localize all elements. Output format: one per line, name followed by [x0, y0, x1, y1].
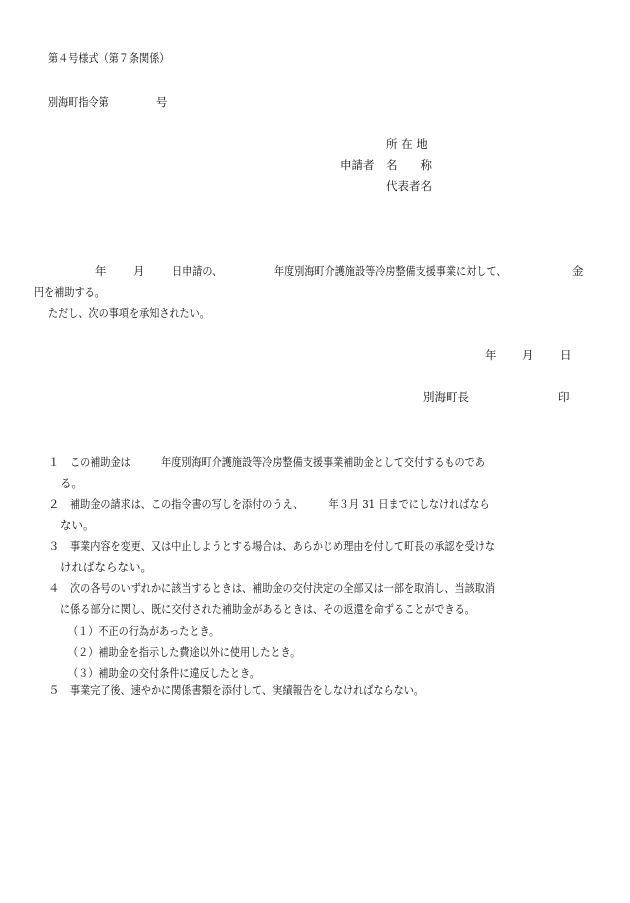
condition-item [48, 452, 592, 494]
sub-item: （２）補助金を指示した費途以外に使用したとき。 [68, 645, 301, 659]
issue-month: 月 [522, 348, 534, 362]
condition-text: 事業内容を変更、又は中止しようとする場合は、あらかじめ理由を付して町長の承認を受けな [70, 539, 496, 553]
sub-item: （３）補助金の交付条件に違反したとき。 [68, 666, 260, 680]
representative-label: 代表者名 [386, 179, 432, 193]
condition-text: 補助金の請求は、この指令書の写しを添付のうえ、 年３月 31 日までにしなければなら [70, 497, 490, 511]
condition-number: ２ [48, 497, 60, 511]
main-application-date: 日申請の、 [172, 264, 223, 278]
main-year: 年 [95, 264, 107, 278]
condition-item [48, 494, 592, 536]
order-number-prefix: 別海町指令第 [48, 95, 109, 109]
condition-number: ３ [48, 539, 60, 553]
condition-item [48, 578, 592, 620]
main-line-2: 円を補助する。 [34, 285, 105, 299]
condition-continuation: ければならない。 [60, 560, 152, 574]
condition-continuation: に係る部分に関し、既に交付された補助金があるときは、その返還を命ずることができる。 [60, 602, 475, 616]
condition-item [48, 536, 592, 578]
condition-text: 次の各号のいずれかに該当するときは、補助金の交付決定の全部又は一部を取消し、当該取消 [70, 581, 496, 595]
condition-number: ４ [48, 581, 60, 595]
issue-year: 年 [485, 348, 497, 362]
main-month: 月 [133, 264, 145, 278]
condition-number: ５ [48, 683, 60, 697]
sub-item: （１）不正の行為があったとき。 [68, 624, 220, 638]
name-label: 名 称 [386, 158, 432, 172]
main-line-3: ただし、次の事項を承知されたい。 [48, 306, 210, 320]
address-label: 所 在 地 [386, 137, 428, 151]
order-number-suffix: 号 [156, 95, 168, 109]
form-title: 第４号様式（第７条関係） [48, 51, 170, 65]
condition-continuation: る。 [60, 476, 83, 490]
condition-text: この補助金は 年度別海町介護施設等冷房整備支援事業補助金として交付するものであ [70, 455, 485, 469]
main-amount-label: 金 [572, 264, 584, 278]
applicant-label: 申請者 [340, 158, 375, 172]
condition-item [48, 680, 592, 701]
issuer-title: 別海町長 [423, 390, 469, 404]
condition-number: １ [48, 455, 60, 469]
main-program-text: 年度別海町介護施設等冷房整備支援事業に対して、 [274, 264, 507, 278]
condition-continuation: ない。 [60, 518, 95, 532]
seal-mark: 印 [558, 390, 570, 404]
issue-day: 日 [560, 348, 572, 362]
condition-text: 事業完了後、速やかに関係書類を添付して、実績報告をしなければならない。 [70, 683, 425, 697]
